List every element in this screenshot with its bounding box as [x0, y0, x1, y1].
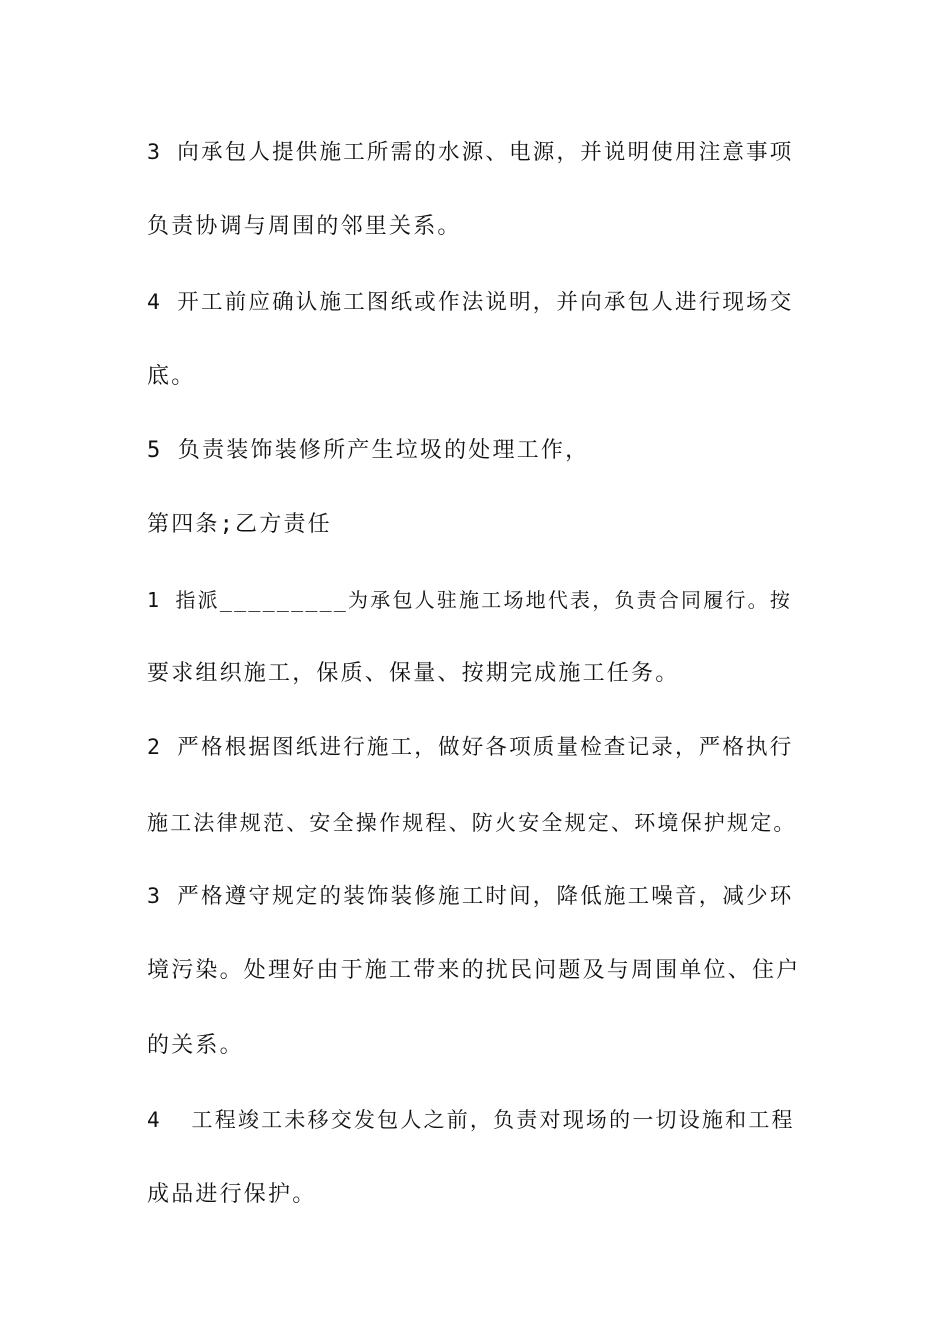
text-line-5: 5 负责装饰装修所产生垃圾的处理工作，: [147, 438, 590, 463]
text-line-10: 施工法律规范、安全操作规程、防火安全规定、环境保护规定。: [147, 811, 797, 835]
text-line-1: 3 向承包人提供施工所需的水源、电源，并说明使用注意事项: [147, 140, 794, 165]
text-line-11: 3 严格遵守规定的装饰装修施工时间，降低施工噪音，减少环: [147, 884, 794, 909]
text-line-4: 底。: [147, 364, 196, 389]
text-line-7: 1 指派_________为承包人驻施工场地代表，负责合同履行。按: [147, 588, 793, 612]
text-line-8: 要求组织施工，保质、保量、按期完成施工任务。: [147, 661, 680, 686]
text-line-2: 负责协调与周围的邻里关系。: [147, 214, 462, 239]
text-line-15: 成品进行保护。: [147, 1182, 317, 1207]
text-line-12: 境污染。处理好由于施工带来的扰民问题及与周围单位、住户: [147, 958, 801, 983]
text-line-9: 2 严格根据图纸进行施工，做好各项质量检查记录，严格执行: [147, 735, 794, 760]
text-line-14: 4 工程竣工未移交发包人之前，负责对现场的一切设施和工程: [147, 1108, 795, 1132]
section-heading: 第四条;乙方责任: [147, 512, 332, 537]
text-line-3: 4 开工前应确认施工图纸或作法说明，并向承包人进行现场交: [147, 290, 794, 315]
text-line-13: 的关系。: [147, 1033, 244, 1058]
